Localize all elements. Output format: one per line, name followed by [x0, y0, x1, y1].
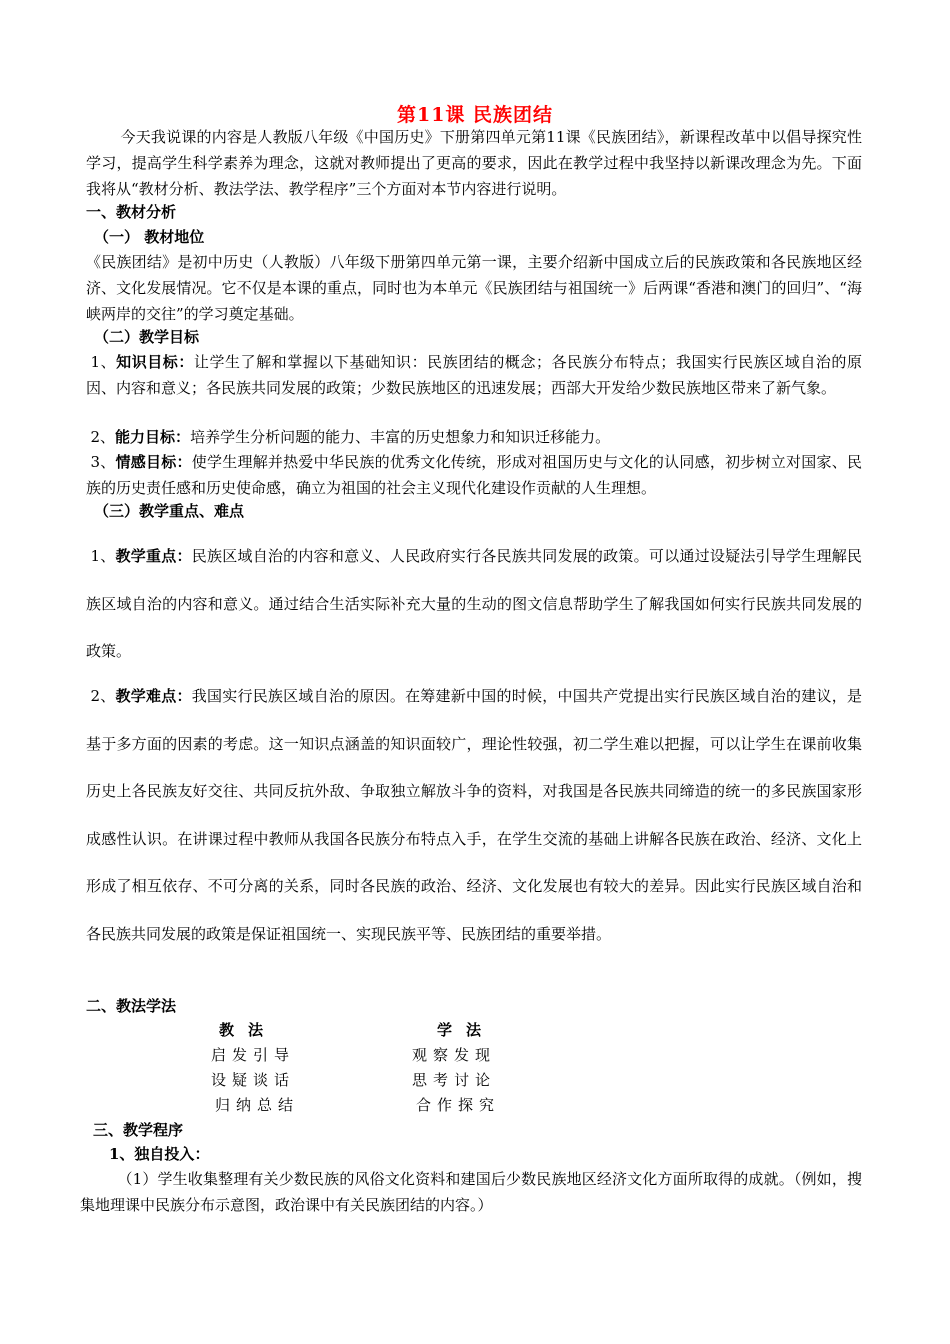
teaching-method-item: 归纳总结: [215, 1096, 300, 1114]
learning-method-item: 合作探究: [416, 1096, 501, 1114]
teaching-focus: 1、教学重点：民族区域自治的内容和意义、人民政府实行各民族共同发展的政策。可以通过设疑法引导学生理解民族区域自治的内容和意义。通过结合生活实际补充大量的生动的图文信息帮助学生了解我国如何实行民族共同发展的政策。: [86, 547, 862, 660]
material-position-paragraph: 《民族团结》是初中历史（人教版）八年级下册第四单元第一课，主要介绍新中国成立后的民族政策和各民族地区经济、文化发展情况。它不仅是本课的重点，同时也为本单元《民族团结与祖国统一》后两课“香港和澳门的回归”、“海峡两岸的交往”的学习奠定基础。: [86, 253, 862, 323]
teaching-focus-label: 教学重点：: [115, 547, 192, 565]
subheading-teaching-goals: （二）教学目标: [94, 328, 200, 346]
goal-ability-text: 培养学生分析问题的能力、丰富的历史想象力和知识迁移能力。: [190, 428, 611, 446]
section-heading-procedure: 三、教学程序: [93, 1121, 184, 1139]
intro-paragraph: 今天我说课的内容是人教版八年级《中国历史》下册第四单元第11课《民族团结》，新课程改革中以倡导探究性学习，提高学生科学素养为理念，这就对教师提出了更高的要求，因此在教学过程中我坚持以新课改理念为先。下面我将从“教材分析、教法学法、教学程序”三个方面对本节内容进行说明。: [86, 128, 862, 198]
learning-method-item: 思考讨论: [412, 1071, 497, 1089]
teaching-focus-text: 民族区域自治的内容和意义、人民政府实行各民族共同发展的政策。可以通过设疑法引导学生理解民族区域自治的内容和意义。通过结合生活实际补充大量的生动的图文信息帮助学生了解我国如何实行民族共同发展的政策。: [86, 547, 862, 660]
goal-knowledge-label: 知识目标：: [116, 353, 194, 371]
goal-ability: 2、能力目标：培养学生分析问题的能力、丰富的历史想象力和知识迁移能力。: [90, 428, 611, 446]
goal-emotion-text: 使学生理解并热爱中华民族的优秀文化传统，形成对祖国历史与文化的认同感，初步树立对国家、民族的历史责任感和历史使命感，确立为祖国的社会主义现代化建设作贡献的人生理想。: [86, 453, 862, 497]
subheading-material-position: （一） 教材地位: [94, 228, 205, 246]
step-independent-text: （1）学生收集整理有关少数民族的风俗文化资料和建国后少数民族地区经济文化方面所取得的成就。（例如，搜集地理课中民族分布示意图，政治课中有关民族团结的内容。）: [80, 1170, 862, 1214]
teaching-method-item: 启发引导: [211, 1046, 296, 1064]
step-heading-independent: 1、独自投入：: [109, 1145, 210, 1163]
teaching-method-item: 设疑谈话: [211, 1071, 296, 1089]
document-title: 第11课 民族团结: [396, 104, 554, 126]
section-heading-materials: 一、教材分析: [86, 203, 177, 221]
goal-emotion-label: 情感目标：: [115, 453, 192, 471]
goal-knowledge: 1、知识目标：让学生了解和掌握以下基础知识：民族团结的概念；各民族分布特点；我国实行民族区域自治的原因、内容和意义；各民族共同发展的政策；少数民族地区的迅速发展；西部大开发给少数民族地区带来了新气象。: [86, 353, 862, 397]
teaching-methods-heading: 教法: [219, 1021, 278, 1039]
teaching-difficulty-text: 我国实行民族区域自治的原因。在筹建新中国的时候，中国共产党提出实行民族区域自治的建议，是基于多方面的因素的考虑。这一知识点涵盖的知识面较广，理论性较强，初二学生难以把握，可以让学生在课前收集历史上各民族友好交往、共同反抗外敌、争取独立解放斗争的资料，对我国是各民族共同缔造的统一的多民族国家形成感性认识。在讲课过程中教师从我国各民族分布特点入手，在学生交流的基础上讲解各民族在政治、经济、文化上形成了相互依存、不可分离的关系，同时各民族的政治、经济、文化发展也有较大的差异。因此实行民族区域自治和各民族共同发展的政策是保证祖国统一、实现民族平等、民族团结的重要举措。: [86, 687, 862, 943]
goal-emotion: 3、情感目标：使学生理解并热爱中华民族的优秀文化传统，形成对祖国历史与文化的认同感，初步树立对国家、民族的历史责任感和历史使命感，确立为祖国的社会主义现代化建设作贡献的人生理想。: [86, 453, 862, 497]
learning-method-item: 观察发现: [412, 1046, 497, 1064]
section-heading-methods: 二、教法学法: [86, 997, 177, 1015]
subheading-focus-difficulty: （三）教学重点、难点: [94, 502, 245, 520]
teaching-difficulty-label: 教学难点：: [115, 687, 192, 705]
teaching-difficulty: 2、教学难点：我国实行民族区域自治的原因。在筹建新中国的时候，中国共产党提出实行民族区域自治的建议，是基于多方面的因素的考虑。这一知识点涵盖的知识面较广，理论性较强，初二学生难以把握，可以让学生在课前收集历史上各民族友好交往、共同反抗外敌、争取独立解放斗争的资料，对我国是各民族共同缔造的统一的多民族国家形成感性认识。在讲课过程中教师从我国各民族分布特点入手，在学生交流的基础上讲解各民族在政治、经济、文化上形成了相互依存、不可分离的关系，同时各民族的政治、经济、文化发展也有较大的差异。因此实行民族区域自治和各民族共同发展的政策是保证祖国统一、实现民族平等、民族团结的重要举措。: [86, 687, 862, 943]
goal-knowledge-text: 让学生了解和掌握以下基础知识：民族团结的概念；各民族分布特点；我国实行民族区域自治的原因、内容和意义；各民族共同发展的政策；少数民族地区的迅速发展；西部大开发给少数民族地区带来了新气象。: [86, 353, 862, 397]
goal-ability-label: 能力目标：: [115, 428, 191, 446]
learning-methods-heading: 学法: [437, 1021, 496, 1039]
